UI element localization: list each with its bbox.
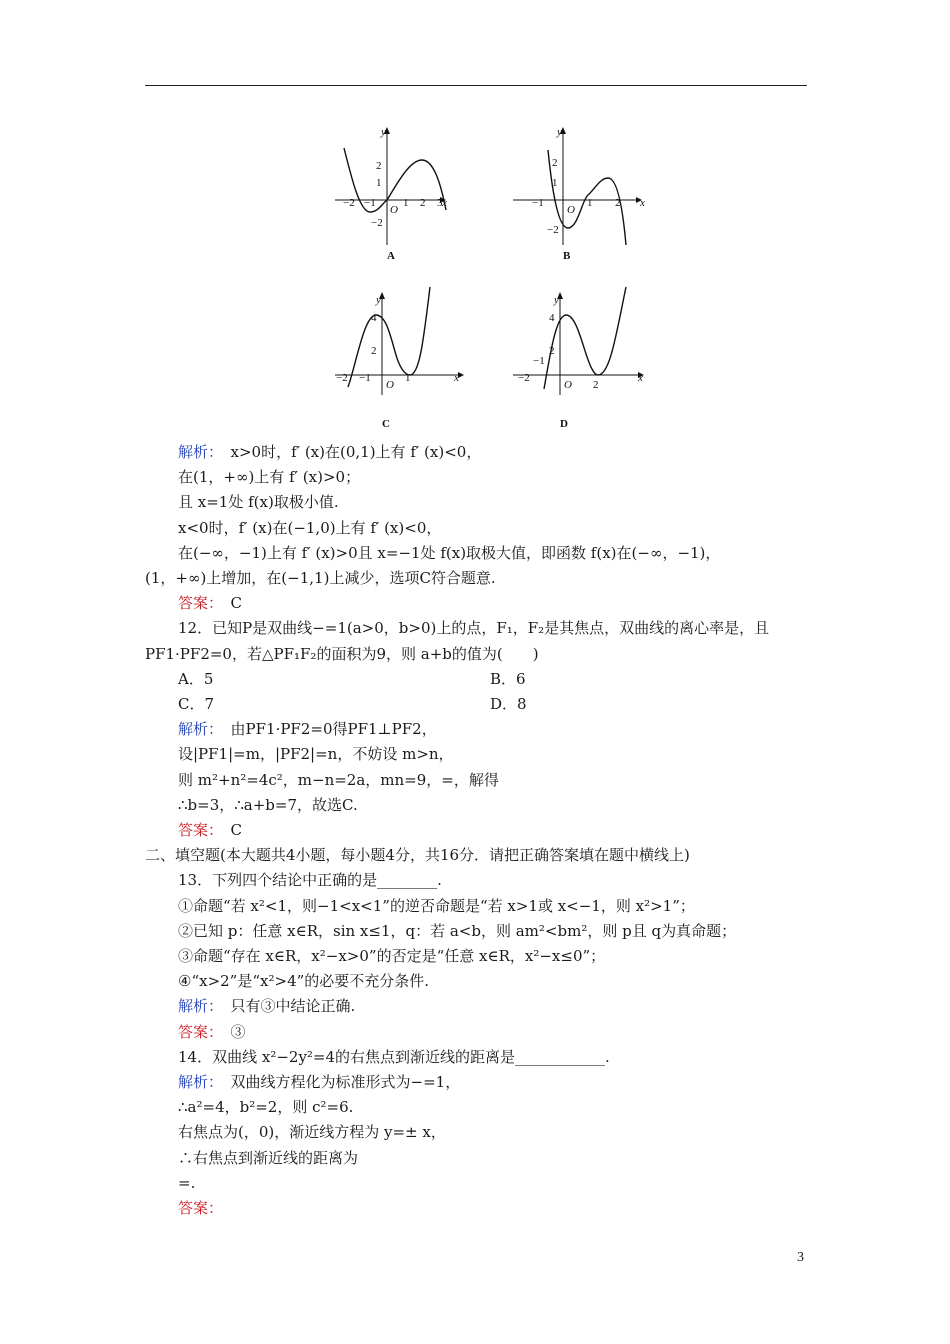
- graph-c-tick-x: 1: [405, 372, 411, 384]
- graph-a-x-label: x: [442, 197, 447, 209]
- graph-a: [330, 120, 460, 265]
- analysis-label: 解析：: [178, 720, 216, 739]
- graph-c-origin: O: [386, 379, 394, 391]
- q11-analysis-line: 在(1，+∞)上有 f′ (x)>0；: [178, 468, 361, 487]
- option: C．7: [178, 695, 215, 714]
- option: A．5: [178, 669, 214, 688]
- graph-c-tick-y: 4: [371, 312, 377, 324]
- answer-label: 答案：: [178, 1022, 216, 1041]
- answer-label: 答案：: [178, 821, 216, 840]
- q13-item: ②已知 p：任意 x∈R，sin x≤1，q：若 a<b，则 am²<bm²，则 p且 q为真命题；: [178, 921, 737, 940]
- graph-d-origin: O: [564, 379, 572, 391]
- q14-analysis-line: 右焦点为(，0)，渐近线方程为 y=± x，: [178, 1123, 446, 1142]
- graph-b: [508, 120, 648, 265]
- graph-c-tick-x: −2: [336, 372, 348, 384]
- answer-label: 答案：: [178, 594, 216, 613]
- q14-stem: 14．双曲线 x²−2y²=4的右焦点到渐近线的距离是____________.: [178, 1047, 610, 1066]
- q14-analysis-line: 解析： 双曲线方程化为标准形式为−=1，: [178, 1073, 461, 1092]
- graph-a-tick-y: −2: [371, 217, 383, 229]
- q14-analysis-line: ∴右焦点到渐近线的距离为: [178, 1148, 359, 1167]
- q13-item: ①命题“若 x²<1，则−1<x<1”的逆否命题是“若 x>1或 x<−1，则 x²>1”；: [178, 896, 695, 915]
- graph-d: [508, 285, 653, 435]
- graph-a-tick-x: 2: [420, 197, 426, 209]
- graph-c-caption: C: [382, 418, 390, 430]
- graph-a-tick-x: −1: [364, 197, 376, 209]
- q14-answer: [145, 1196, 810, 1221]
- analysis-label: 解析：: [178, 443, 216, 461]
- graph-a-tick-x: −2: [343, 197, 355, 209]
- option: B．6: [490, 669, 526, 688]
- graph-a-origin: O: [390, 204, 398, 216]
- graph-d-caption: D: [560, 418, 568, 430]
- graph-c-tick-x: −1: [359, 372, 371, 384]
- graph-b-tick-x: −1: [532, 197, 544, 209]
- q11-analysis-line: 解析： x>0时，f′ (x)在(0,1)上有 f′ (x)<0，: [178, 443, 482, 461]
- q11-analysis-line: (1，+∞)上增加，在(−1,1)上减少，选项C符合题意.: [145, 569, 496, 588]
- q13-analysis: 解析： 只有③中结论正确.: [178, 997, 356, 1016]
- q11-analysis-line: 在(−∞，−1)上有 f′ (x)>0且 x=−1处 f(x)取极大值，即函数 f(x)在(−∞，−1)，: [178, 543, 721, 562]
- analysis-label: 解析：: [178, 1073, 216, 1092]
- graph-b-tick-x: 1: [587, 197, 593, 209]
- answer-label: 答案：: [178, 1199, 224, 1218]
- graph-c-x-label: x: [454, 372, 459, 384]
- q11-answer: 答案： C: [178, 594, 243, 613]
- graph-a-tick-x: 1: [403, 197, 409, 209]
- q11-analysis-line: 且 x=1处 f(x)取极小值.: [178, 493, 339, 512]
- q13-stem: 13．下列四个结论中正确的是________.: [178, 871, 442, 890]
- q13-item: ④“x>2”是“x²>4”的必要不充分条件.: [178, 972, 430, 991]
- q12-stem: 12．已知P是双曲线−=1(a>0，b>0)上的点，F₁，F₂是其焦点，双曲线的离心率是，且: [178, 619, 770, 638]
- graph-b-tick-y: 2: [552, 157, 558, 169]
- page-number: 3: [797, 1250, 804, 1265]
- q12-analysis-line: 解析： 由PF1·PF2=0得PF1⊥PF2，: [178, 720, 437, 739]
- graph-c: [330, 285, 470, 435]
- graph-b-caption: B: [563, 250, 571, 262]
- document-body: [145, 440, 810, 1221]
- graph-d-tick-x: 2: [593, 379, 599, 391]
- q12-stem: PF1·PF2=0，若△PF₁F₂的面积为9，则 a+b的值为( ): [145, 644, 539, 663]
- graph-c-tick-y: 2: [371, 345, 377, 357]
- graph-c-y-label: y: [376, 294, 381, 306]
- graph-b-tick-y: 1: [552, 177, 558, 189]
- graph-d-tick-y: −1: [533, 355, 545, 367]
- analysis-label: 解析：: [178, 997, 216, 1016]
- graph-d-tick-y: 4: [549, 312, 555, 324]
- graph-d-tick-y: 2: [549, 345, 555, 357]
- graph-a-y-label: y: [381, 126, 386, 138]
- graph-b-x-label: x: [640, 197, 645, 209]
- q12-analysis-line: 设|PF1|=m，|PF2|=n，不妨设 m>n，: [178, 745, 454, 764]
- q14-analysis-line: =.: [178, 1173, 196, 1192]
- section-heading: 二、填空题(本大题共4小题，每小题4分，共16分．请把正确答案填在题中横线上): [145, 846, 690, 865]
- graph-d-tick-x: −2: [518, 372, 530, 384]
- q12-options: [145, 692, 810, 717]
- header-rule: [145, 85, 807, 86]
- graph-d-y-label: y: [554, 294, 559, 306]
- graph-a-tick-y: 2: [376, 160, 382, 172]
- graph-b-y-label: y: [557, 126, 562, 138]
- q12-analysis-line: 则 m²+n²=4c²，m−n=2a，mn=9，=，解得: [178, 770, 499, 789]
- q13-answer: 答案： ③: [178, 1022, 246, 1041]
- graph-d-x-label: x: [638, 372, 643, 384]
- graph-a-caption: A: [387, 250, 395, 262]
- option: D．8: [490, 695, 527, 714]
- graph-a-tick-x: 3: [437, 197, 443, 209]
- q13-item: ③命题“存在 x∈R，x²−x>0”的否定是“任意 x∈R，x²−x≤0”；: [178, 947, 606, 966]
- q14-analysis-line: ∴a²=4，b²=2，则 c²=6.: [178, 1098, 354, 1117]
- q11-analysis-line: x<0时，f′ (x)在(−1,0)上有 f′ (x)<0，: [178, 518, 442, 537]
- graph-a-tick-y: 1: [376, 177, 382, 189]
- q12-options: [145, 667, 810, 692]
- graph-b-tick-x: 2: [615, 197, 621, 209]
- q12-answer: 答案： C: [178, 821, 243, 840]
- graph-b-origin: O: [567, 204, 575, 216]
- q12-analysis-line: ∴b=3，∴a+b=7，故选C.: [178, 795, 358, 814]
- graph-b-tick-y: −2: [547, 224, 559, 236]
